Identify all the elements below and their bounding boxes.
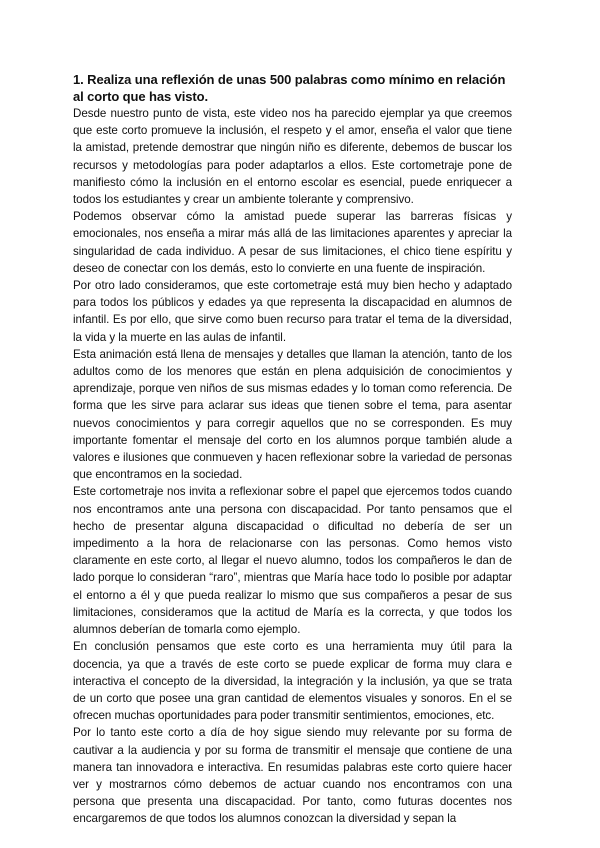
paragraph-friendship: Podemos observar cómo la amistad puede superar las barreras físicas y emocionales, nos enseña a mirar más allá de las limitaciones aparentes y apreciar la singularidad de cada individuo. A pesar de sus limitaciones, el chico tiene espíritu y deseo de conectar con los demás, esto lo convierte en una fuente de inspiración.: [73, 210, 512, 275]
paragraph-intro: Desde nuestro punto de vista, este video nos ha parecido ejemplar ya que creemos que este corto promueve la inclusión, el respeto y el amor, enseña el valor que tiene la amistad, pretende demostrar que ningún niño es diferente, debemos de buscar los recursos y metodologías para poder adaptarlos a ellos. Este cortometraje pone de manifiesto cómo la inclusión en el entorno escolar es esencial, puede enriquecer a todos los estudiantes y crear un ambiente tolerante y comprensivo.: [73, 107, 512, 207]
essay-body: [73, 105, 512, 828]
paragraph-relevance: Por lo tanto este corto a día de hoy sigue siendo muy relevante por su forma de cautivar a la audiencia y por su forma de transmitir el mensaje que contiene de una manera tan innovadora e interactiva. En resumidas palabras este corto quiere hacer ver y mostrarnos cómo debemos de actuar cuando nos encontramos con una persona que presenta una discapacidad. Por tanto, como futuras docentes nos encargaremos de que todos los alumnos conozcan la diversidad y sepan la: [73, 726, 512, 826]
paragraph-audience: Por otro lado consideramos, que este cortometraje está muy bien hecho y adaptado para todos los públicos y edades ya que representa la discapacidad en alumnos de infantil. Es por ello, que sirve como buen recurso para tratar el tema de la diversidad, la vida y la muerte en las aulas de infantil.: [73, 279, 512, 344]
question-heading: 1. Realiza una reflexión de unas 500 palabras como mínimo en relación al corto que has visto.: [73, 72, 506, 104]
paragraph-reflection: Este cortometraje nos invita a reflexionar sobre el papel que ejercemos todos cuando nos encontramos ante una persona con discapacidad. Por tanto pensamos que el hecho de presentar alguna discapacidad o dificultad no debería de ser un impedimento a la hora de relacionarse con las personas. Como hemos visto claramente en este corto, al llegar el nuevo alumno, todos los compañeros le dan de lado porque lo consideran “raro”, mientras que María hace todo lo posible por adaptar el entorno a él y que pueda realizar lo mismo que sus compañeros a pesar de sus limitaciones, consideramos que la actitud de María es la correcta, y que todos los alumnos deberían de tomarla como ejemplo.: [73, 485, 512, 637]
paragraph-animation: Esta animación está llena de mensajes y detalles que llaman la atención, tanto de los adultos como de los menores que están en plena adquisición de conocimientos y aprendizaje, porque ven niños de sus mismas edades y lo toman como referencia. De forma que les sirve para aclarar sus ideas que tienen sobre el tema, para asentar nuevos conocimientos y para corregir aquellos que no se corresponden. Es muy importante fomentar el mensaje del corto en los alumnos porque también alude a valores e ilusiones que conmueven y hacen reflexionar sobre la variedad de personas que encontramos en la sociedad.: [73, 347, 512, 482]
paragraph-conclusion: En conclusión pensamos que este corto es una herramienta muy útil para la docencia, ya que a través de este corto se puede explicar de forma muy clara e interactiva el concepto de la diversidad, la integración y la inclusión, ya que se trata de un corto que posee una gran cantidad de elementos visuales y sonoros. En el se ofrecen muchas oportunidades para poder transmitir sentimientos, emociones, etc.: [73, 640, 512, 723]
